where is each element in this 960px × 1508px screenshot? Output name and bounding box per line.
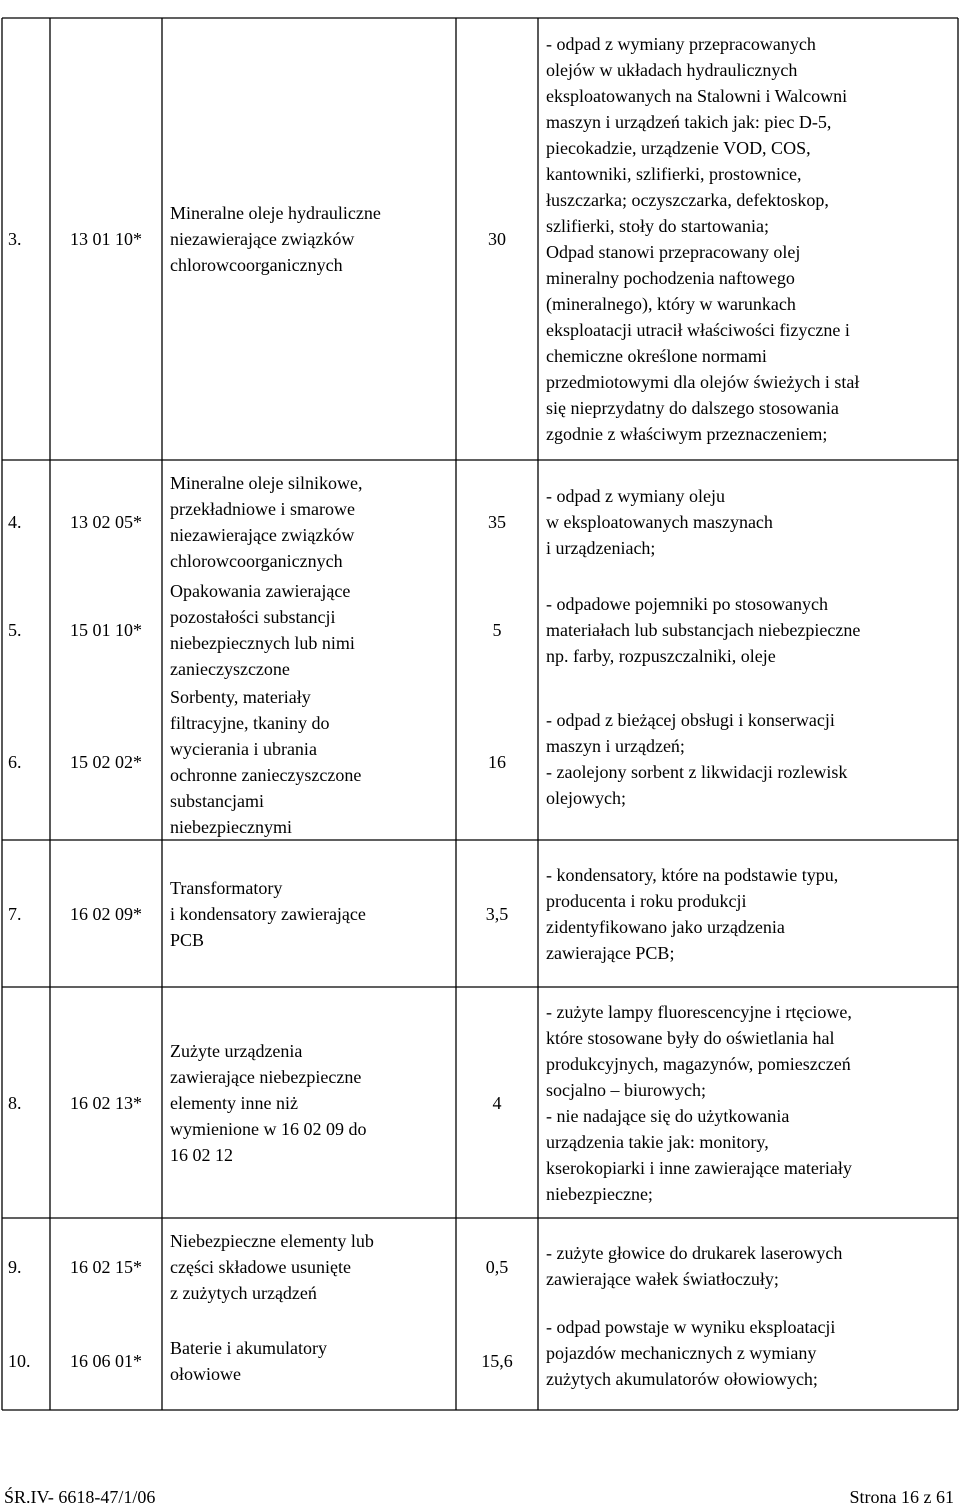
waste-quantity: 15,6 [481,1351,513,1371]
waste-name-line: wymienione w 16 02 09 do [170,1118,367,1139]
waste-code: 13 01 10* [70,229,142,249]
waste-code: 16 06 01* [70,1351,142,1371]
waste-origin-line: - zużyte lampy fluorescencyjne i rtęciowe, [546,1001,852,1022]
waste-origin-line: olejów w układach hydraulicznych [546,60,798,80]
waste-quantity: 35 [488,512,506,532]
waste-name-line: Niebezpieczne elementy lub [170,1231,374,1251]
waste-origin-line: maszyn i urządzeń takich jak: piec D-5, [546,112,832,132]
waste-origin [546,590,954,670]
waste-origin-line: łuszczarka; oczyszczarka, defektoskop, [546,190,829,210]
waste-origin-line: - odpadowe pojemniki po stosowanych [546,594,828,614]
waste-origin-line: olejowych; [546,788,626,808]
waste-origin-line: produkcyjnych, magazynów, pomieszczeń [546,1053,851,1074]
waste-name-line: niebezpiecznych lub nimi [170,633,355,653]
waste-origin [546,840,954,987]
waste-name-line: filtracyjne, tkaniny do [170,713,330,733]
waste-origin-line: - odpad powstaje w wyniku eksploatacji [546,1317,836,1337]
row-number: 6. [8,752,22,772]
waste-origin [546,470,954,574]
row-number: 3. [8,229,22,249]
row-number: 8. [8,1092,22,1113]
waste-name-line: Opakowania zawierające [170,581,351,601]
waste-name [170,18,466,460]
waste-origin-line: Odpad stanowi przepracowany olej [546,242,801,262]
waste-name-line: części składowe usunięte [170,1257,351,1277]
waste-origin-line: eksploatacji utracił właściwości fizyczne i [546,320,850,340]
waste-origin-line: zawierające PCB; [546,942,675,963]
waste-origin-line: urządzenia takie jak: monitory, [546,1131,769,1152]
waste-origin-line: maszyn i urządzeń; [546,736,685,756]
row-number: 5. [8,620,22,640]
waste-code: 16 02 09* [70,903,142,924]
waste-name-line: ołowiowe [170,1364,241,1384]
waste-quantity: 30 [488,229,506,249]
waste-name-line: Transformatory [170,877,283,898]
waste-name-line: Sorbenty, materiały [170,687,311,707]
waste-name [170,987,466,1218]
waste-code: 13 02 05* [70,512,142,532]
waste-name-line: niezawierające związków [170,525,355,545]
row-number: 4. [8,512,22,532]
waste-name-line: niebezpiecznymi [170,817,292,837]
waste-quantity: 3,5 [485,903,509,924]
waste-name-line: niezawierające związków [170,229,355,249]
waste-origin-line: szlifierki, stoły do startowania; [546,216,769,236]
waste-name-line: Zużyte urządzenia [170,1040,303,1061]
waste-origin-line: kserokopiarki i inne zawierające materiały [546,1157,852,1178]
waste-name-line: z zużytych urządzeń [170,1283,317,1303]
waste-origin-line: producenta i roku produkcji [546,890,747,911]
waste-origin-line: zużytych akumulatorów ołowiowych; [546,1369,818,1389]
waste-origin-line: zidentyfikowano jako urządzenia [546,916,785,937]
waste-name-line: elementy inne niż [170,1092,298,1113]
waste-origin-line: np. farby, rozpuszczalniki, oleje [546,646,776,666]
waste-origin-line: mineralny pochodzenia naftowego [546,268,795,288]
waste-name-line: chlorowcoorganicznych [170,255,343,275]
row-number: 9. [8,1257,22,1277]
waste-origin-line: piecokadzie, urządzenie VOD, COS, [546,138,811,158]
waste-name-line: przekładniowe i smarowe [170,499,355,519]
waste-origin-line: - odpad z wymiany przepracowanych [546,34,816,54]
waste-code: 16 02 13* [70,1092,142,1113]
waste-name-line: i kondensatory zawierające [170,903,366,924]
waste-origin-line: - nie nadające się do użytkowania [546,1105,790,1126]
row-number: 10. [8,1351,31,1371]
waste-origin-line: (mineralnego), który w warunkach [546,294,796,314]
waste-origin-line: materiałach lub substancjach niebezpieczne [546,620,861,640]
waste-code: 15 02 02* [70,752,142,772]
waste-code: 16 02 15* [70,1257,142,1277]
waste-origin-line: socjalno – biurowych; [546,1079,706,1100]
waste-origin-line: się nieprzydatny do dalszego stosowania [546,398,839,418]
waste-origin [546,1306,954,1400]
waste-origin-line: w eksploatowanych maszynach [546,512,773,532]
waste-name-line: Baterie i akumulatory [170,1338,327,1358]
waste-quantity: 0,5 [485,1257,509,1277]
waste-name [170,1314,466,1408]
waste-name [170,840,466,987]
waste-origin-line: zawierające wałek światłoczuły; [546,1269,779,1289]
waste-name-line: ochronne zanieczyszczone [170,765,362,785]
waste-name-line: Mineralne oleje hydrauliczne [170,203,381,223]
waste-code: 15 01 10* [70,620,142,640]
waste-origin [546,1226,954,1306]
waste-name [170,578,466,682]
page-number: Strona 16 z 61 [849,1487,954,1507]
waste-name-line: zawierające niebezpieczne [170,1066,362,1087]
waste-origin-line: które stosowane były do oświetlania hal [546,1027,835,1048]
waste-origin [546,987,954,1218]
waste-name-line: chlorowcoorganicznych [170,551,343,571]
waste-name-line: wycierania i ubrania [170,739,317,759]
waste-origin-line: - zużyte głowice do drukarek laserowych [546,1243,843,1263]
waste-origin-line: - odpad z bieżącej obsługi i konserwacji [546,710,835,730]
waste-name-line: 16 02 12 [170,1144,233,1165]
waste-quantity: 16 [488,752,506,772]
waste-origin-line: zgodnie z właściwym przeznaczeniem; [546,424,828,444]
waste-origin-line: - odpad z wymiany oleju [546,486,725,506]
waste-origin [546,694,954,824]
waste-name [170,470,466,574]
waste-origin-line: - zaolejony sorbent z likwidacji rozlewisk [546,762,848,782]
waste-name-line: PCB [170,929,205,950]
waste-origin-line: i urządzeniach; [546,538,656,558]
waste-origin [546,18,954,460]
waste-name-line: zanieczyszczone [170,659,290,679]
waste-origin-line: - kondensatory, które na podstawie typu, [546,864,839,885]
waste-origin-line: kantowniki, szlifierki, prostownice, [546,164,802,184]
row-number: 7. [8,903,22,924]
waste-name [170,1222,466,1312]
waste-name-line: Mineralne oleje silnikowe, [170,473,363,493]
waste-origin-line: niebezpieczne; [546,1183,653,1204]
waste-name-line: pozostałości substancji [170,607,336,627]
waste-name [170,684,466,840]
waste-origin-line: eksploatowanych na Stalowni i Walcowni [546,86,848,106]
waste-origin-line: przedmiotowymi dla olejów świeżych i stał [546,372,860,392]
waste-origin-line: pojazdów mechanicznych z wymiany [546,1343,817,1363]
waste-name-line: substancjami [170,791,264,811]
waste-quantity: 5 [492,620,502,640]
document-reference: ŚR.IV- 6618-47/1/06 [4,1487,156,1507]
waste-quantity: 4 [492,1092,502,1113]
waste-origin-line: chemiczne określone normami [546,346,767,366]
